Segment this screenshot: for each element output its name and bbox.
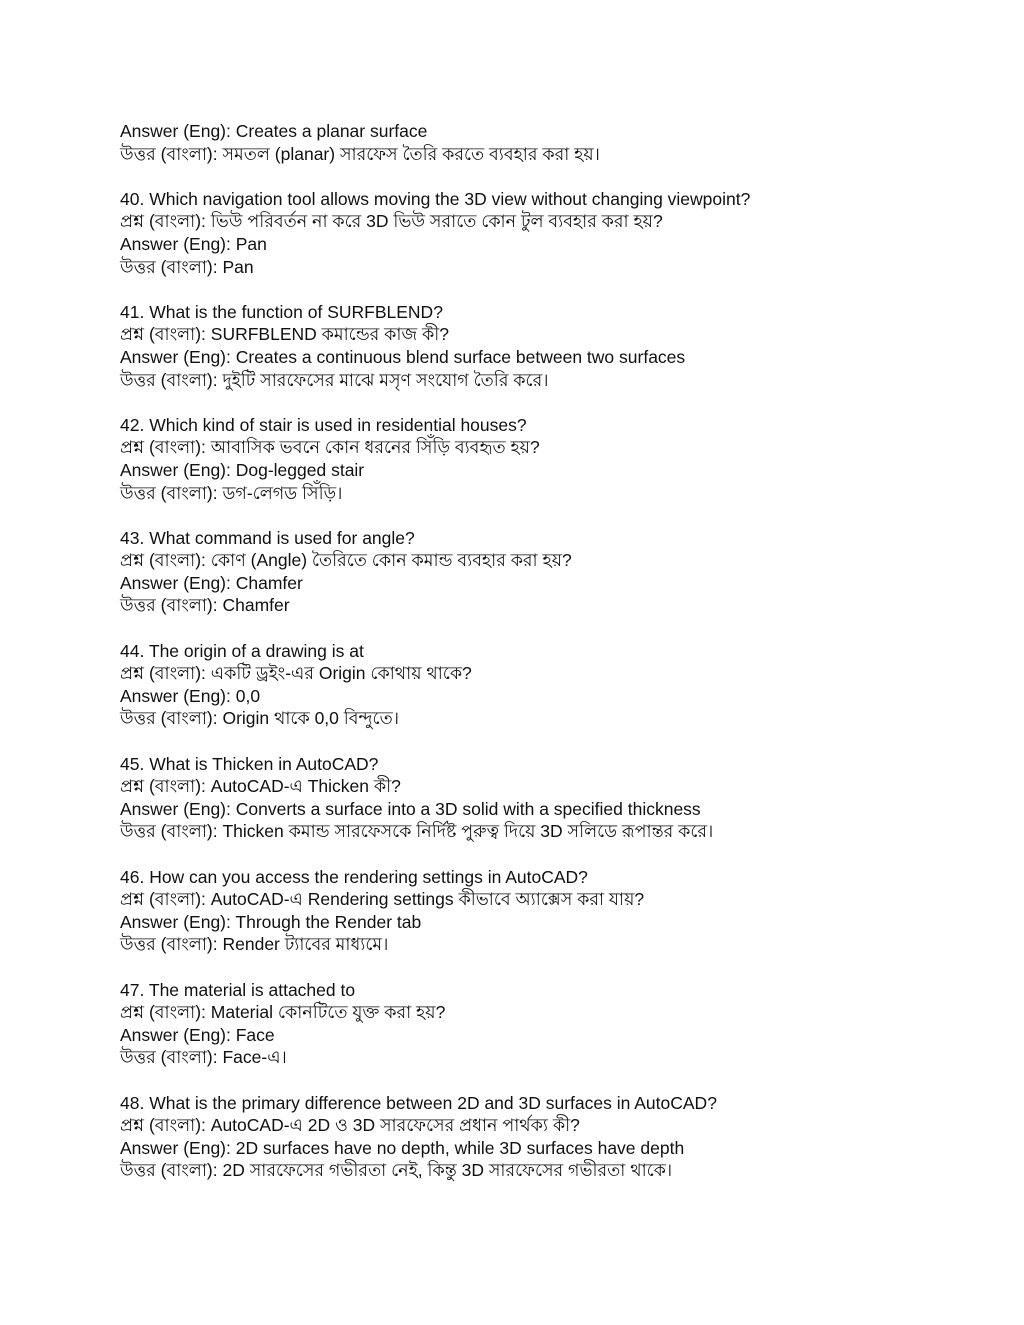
- question-bangla: প্রশ্ন (বাংলা): একটি ড্রইং-এর Origin কোথায় থাকে?: [120, 663, 472, 684]
- qa-block-48: [120, 1092, 980, 1182]
- answer-bangla: উত্তর (বাংলা): সমতল (planar) সারফেস তৈরি করতে ব্যবহার করা হয়।: [120, 143, 600, 164]
- question-english: 41. What is the function of SURFBLEND?: [120, 301, 443, 322]
- question-english: 43. What command is used for angle?: [120, 527, 415, 548]
- answer-english: Answer (Eng): Creates a continuous blend surface between two surfaces: [120, 346, 686, 367]
- answer-english: Answer (Eng): 2D surfaces have no depth, while 3D surfaces have depth: [120, 1137, 685, 1158]
- qa-block-42: [120, 414, 980, 504]
- question-english: 42. Which kind of stair is used in residential houses?: [120, 414, 527, 435]
- qa-block-45: [120, 753, 980, 843]
- answer-bangla: উত্তর (বাংলা): Pan: [120, 256, 254, 277]
- answer-bangla: উত্তর (বাংলা): Face-এ।: [120, 1047, 287, 1068]
- qa-block-47: [120, 979, 980, 1069]
- answer-bangla: উত্তর (বাংলা): ডগ-লেগড সিঁড়ি।: [120, 482, 343, 503]
- answer-english: Answer (Eng): Dog-legged stair: [120, 459, 365, 480]
- answer-english: Answer (Eng): Chamfer: [120, 572, 303, 593]
- question-bangla: প্রশ্ন (বাংলা): কোণ (Angle) তৈরিতে কোন কমান্ড ব্যবহার করা হয়?: [120, 550, 572, 571]
- question-english: 44. The origin of a drawing is at: [120, 640, 364, 661]
- qa-block-43: [120, 527, 980, 617]
- answer-english: Answer (Eng): Face: [120, 1024, 275, 1045]
- question-bangla: প্রশ্ন (বাংলা): SURFBLEND কমান্ডের কাজ কী?: [120, 324, 449, 345]
- question-english: 46. How can you access the rendering settings in AutoCAD?: [120, 866, 588, 887]
- answer-english: Answer (Eng): Through the Render tab: [120, 911, 422, 932]
- question-english: 45. What is Thicken in AutoCAD?: [120, 753, 379, 774]
- question-bangla: প্রশ্ন (বাংলা): Material কোনটিতে যুক্ত করা হয়?: [120, 1002, 446, 1023]
- answer-bangla: উত্তর (বাংলা): Thicken কমান্ড সারফেসকে নির্দিষ্ট পুরুত্ব দিয়ে 3D সলিডে রূপান্তর করে।: [120, 821, 714, 842]
- question-english: 47. The material is attached to: [120, 979, 356, 1000]
- qa-block-intro: [120, 120, 980, 165]
- answer-bangla: উত্তর (বাংলা): Render ট্যাবের মাধ্যমে।: [120, 934, 389, 955]
- answer-english: Answer (Eng): Creates a planar surface: [120, 121, 428, 141]
- question-bangla: প্রশ্ন (বাংলা): ভিউ পরিবর্তন না করে 3D ভিউ সরাতে কোন টুল ব্যবহার করা হয়?: [120, 211, 663, 232]
- qa-block-41: [120, 301, 980, 391]
- answer-bangla: উত্তর (বাংলা): 2D সারফেসের গভীরতা নেই, কিন্তু 3D সারফেসের গভীরতা থাকে।: [120, 1160, 673, 1181]
- question-english: 48. What is the primary difference between 2D and 3D surfaces in AutoCAD?: [120, 1092, 717, 1113]
- answer-bangla: উত্তর (বাংলা): Chamfer: [120, 595, 290, 616]
- question-english: 40. Which navigation tool allows moving the 3D view without changing viewpoint?: [120, 188, 751, 209]
- question-bangla: প্রশ্ন (বাংলা): আবাসিক ভবনে কোন ধরনের সিঁড়ি ব্যবহৃত হয়?: [120, 437, 540, 458]
- answer-bangla: উত্তর (বাংলা): দুইটি সারফেসের মাঝে মসৃণ সংযোগ তৈরি করে।: [120, 369, 549, 390]
- question-bangla: প্রশ্ন (বাংলা): AutoCAD-এ 2D ও 3D সারফেসের প্রধান পার্থক্য কী?: [120, 1115, 580, 1136]
- answer-english: Answer (Eng): Pan: [120, 233, 267, 254]
- qa-content: [120, 120, 980, 1205]
- qa-block-46: [120, 866, 980, 956]
- qa-block-40: [120, 188, 980, 278]
- question-bangla: প্রশ্ন (বাংলা): AutoCAD-এ Rendering settings কীভাবে অ্যাক্সেস করা যায়?: [120, 889, 645, 910]
- question-bangla: প্রশ্ন (বাংলা): AutoCAD-এ Thicken কী?: [120, 776, 401, 797]
- qa-block-44: [120, 640, 980, 730]
- answer-bangla: উত্তর (বাংলা): Origin থাকে 0,0 বিন্দুতে।: [120, 708, 399, 729]
- answer-english: Answer (Eng): Converts a surface into a 3D solid with a specified thickness: [120, 798, 701, 819]
- answer-english: Answer (Eng): 0,0: [120, 685, 261, 706]
